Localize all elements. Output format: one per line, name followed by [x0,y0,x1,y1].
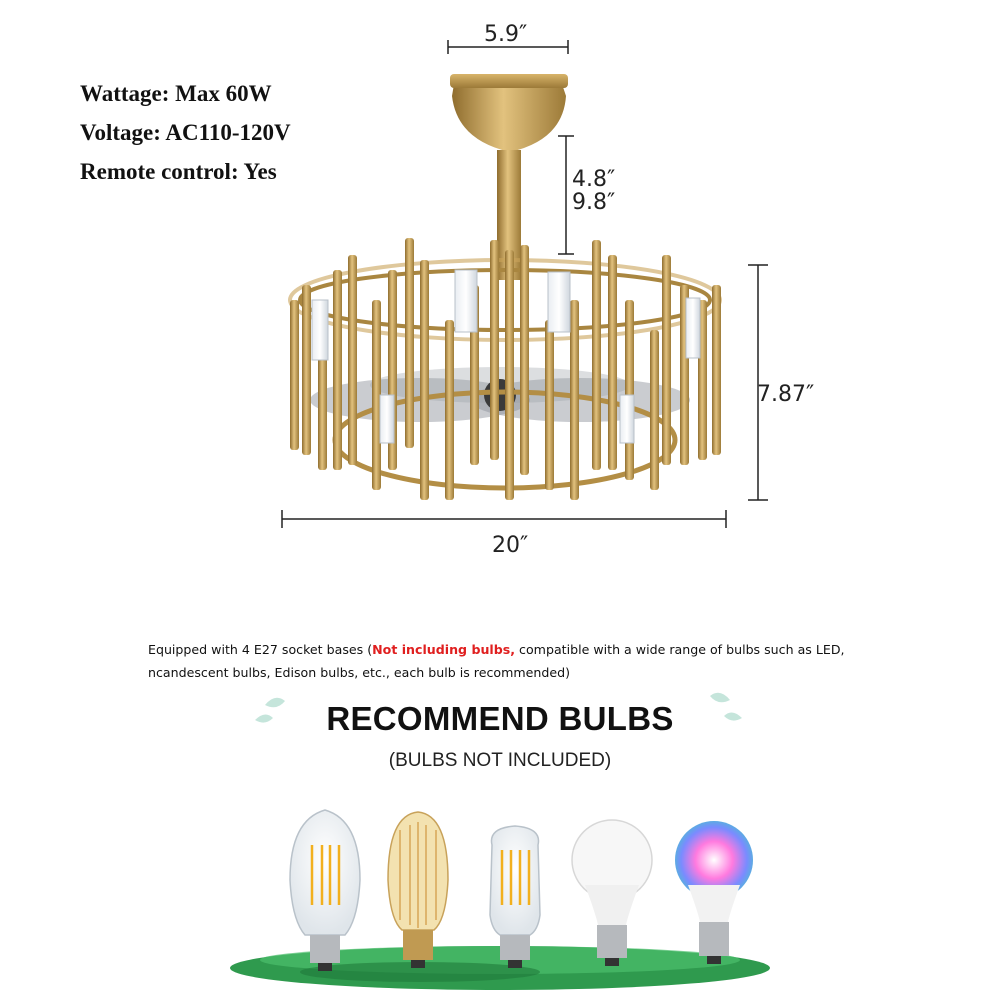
spec-remote-control: Remote control: Yes [80,159,277,184]
edison-filament-bulb [388,812,448,968]
a19-white-led-bulb [572,820,652,966]
bulbs-not-included-subtitle: (BULBS NOT INCLUDED) [388,750,612,771]
recommend-bulbs-title: RECOMMEND BULBS [326,700,674,737]
downrod-long-label: 9.8″ [572,190,616,215]
ceiling-fan-chandelier [290,74,721,500]
height-label: 7.87″ [757,382,815,407]
socket-note-text: Equipped with 4 E27 socket bases ( [148,642,373,657]
diameter-label: 20″ [492,533,529,558]
canopy-width-label: 5.9″ [484,22,528,47]
st64-led-filament-bulb [290,810,360,971]
spec-voltage: Voltage: AC110-120V [80,120,291,145]
socket-note-text-2: compatible with a wide range of bulbs such as LED, ncandescent bulbs, Edison bulbs, etc., each bulb is recommended) [148,642,845,680]
downrod-short-label: 4.8″ [572,167,616,192]
not-including-bulbs-highlight: Not including bulbs, [372,642,516,657]
rgb-color-led-bulb [675,821,753,964]
spec-wattage: Wattage: Max 60W [80,81,272,106]
socket-note [148,638,868,684]
